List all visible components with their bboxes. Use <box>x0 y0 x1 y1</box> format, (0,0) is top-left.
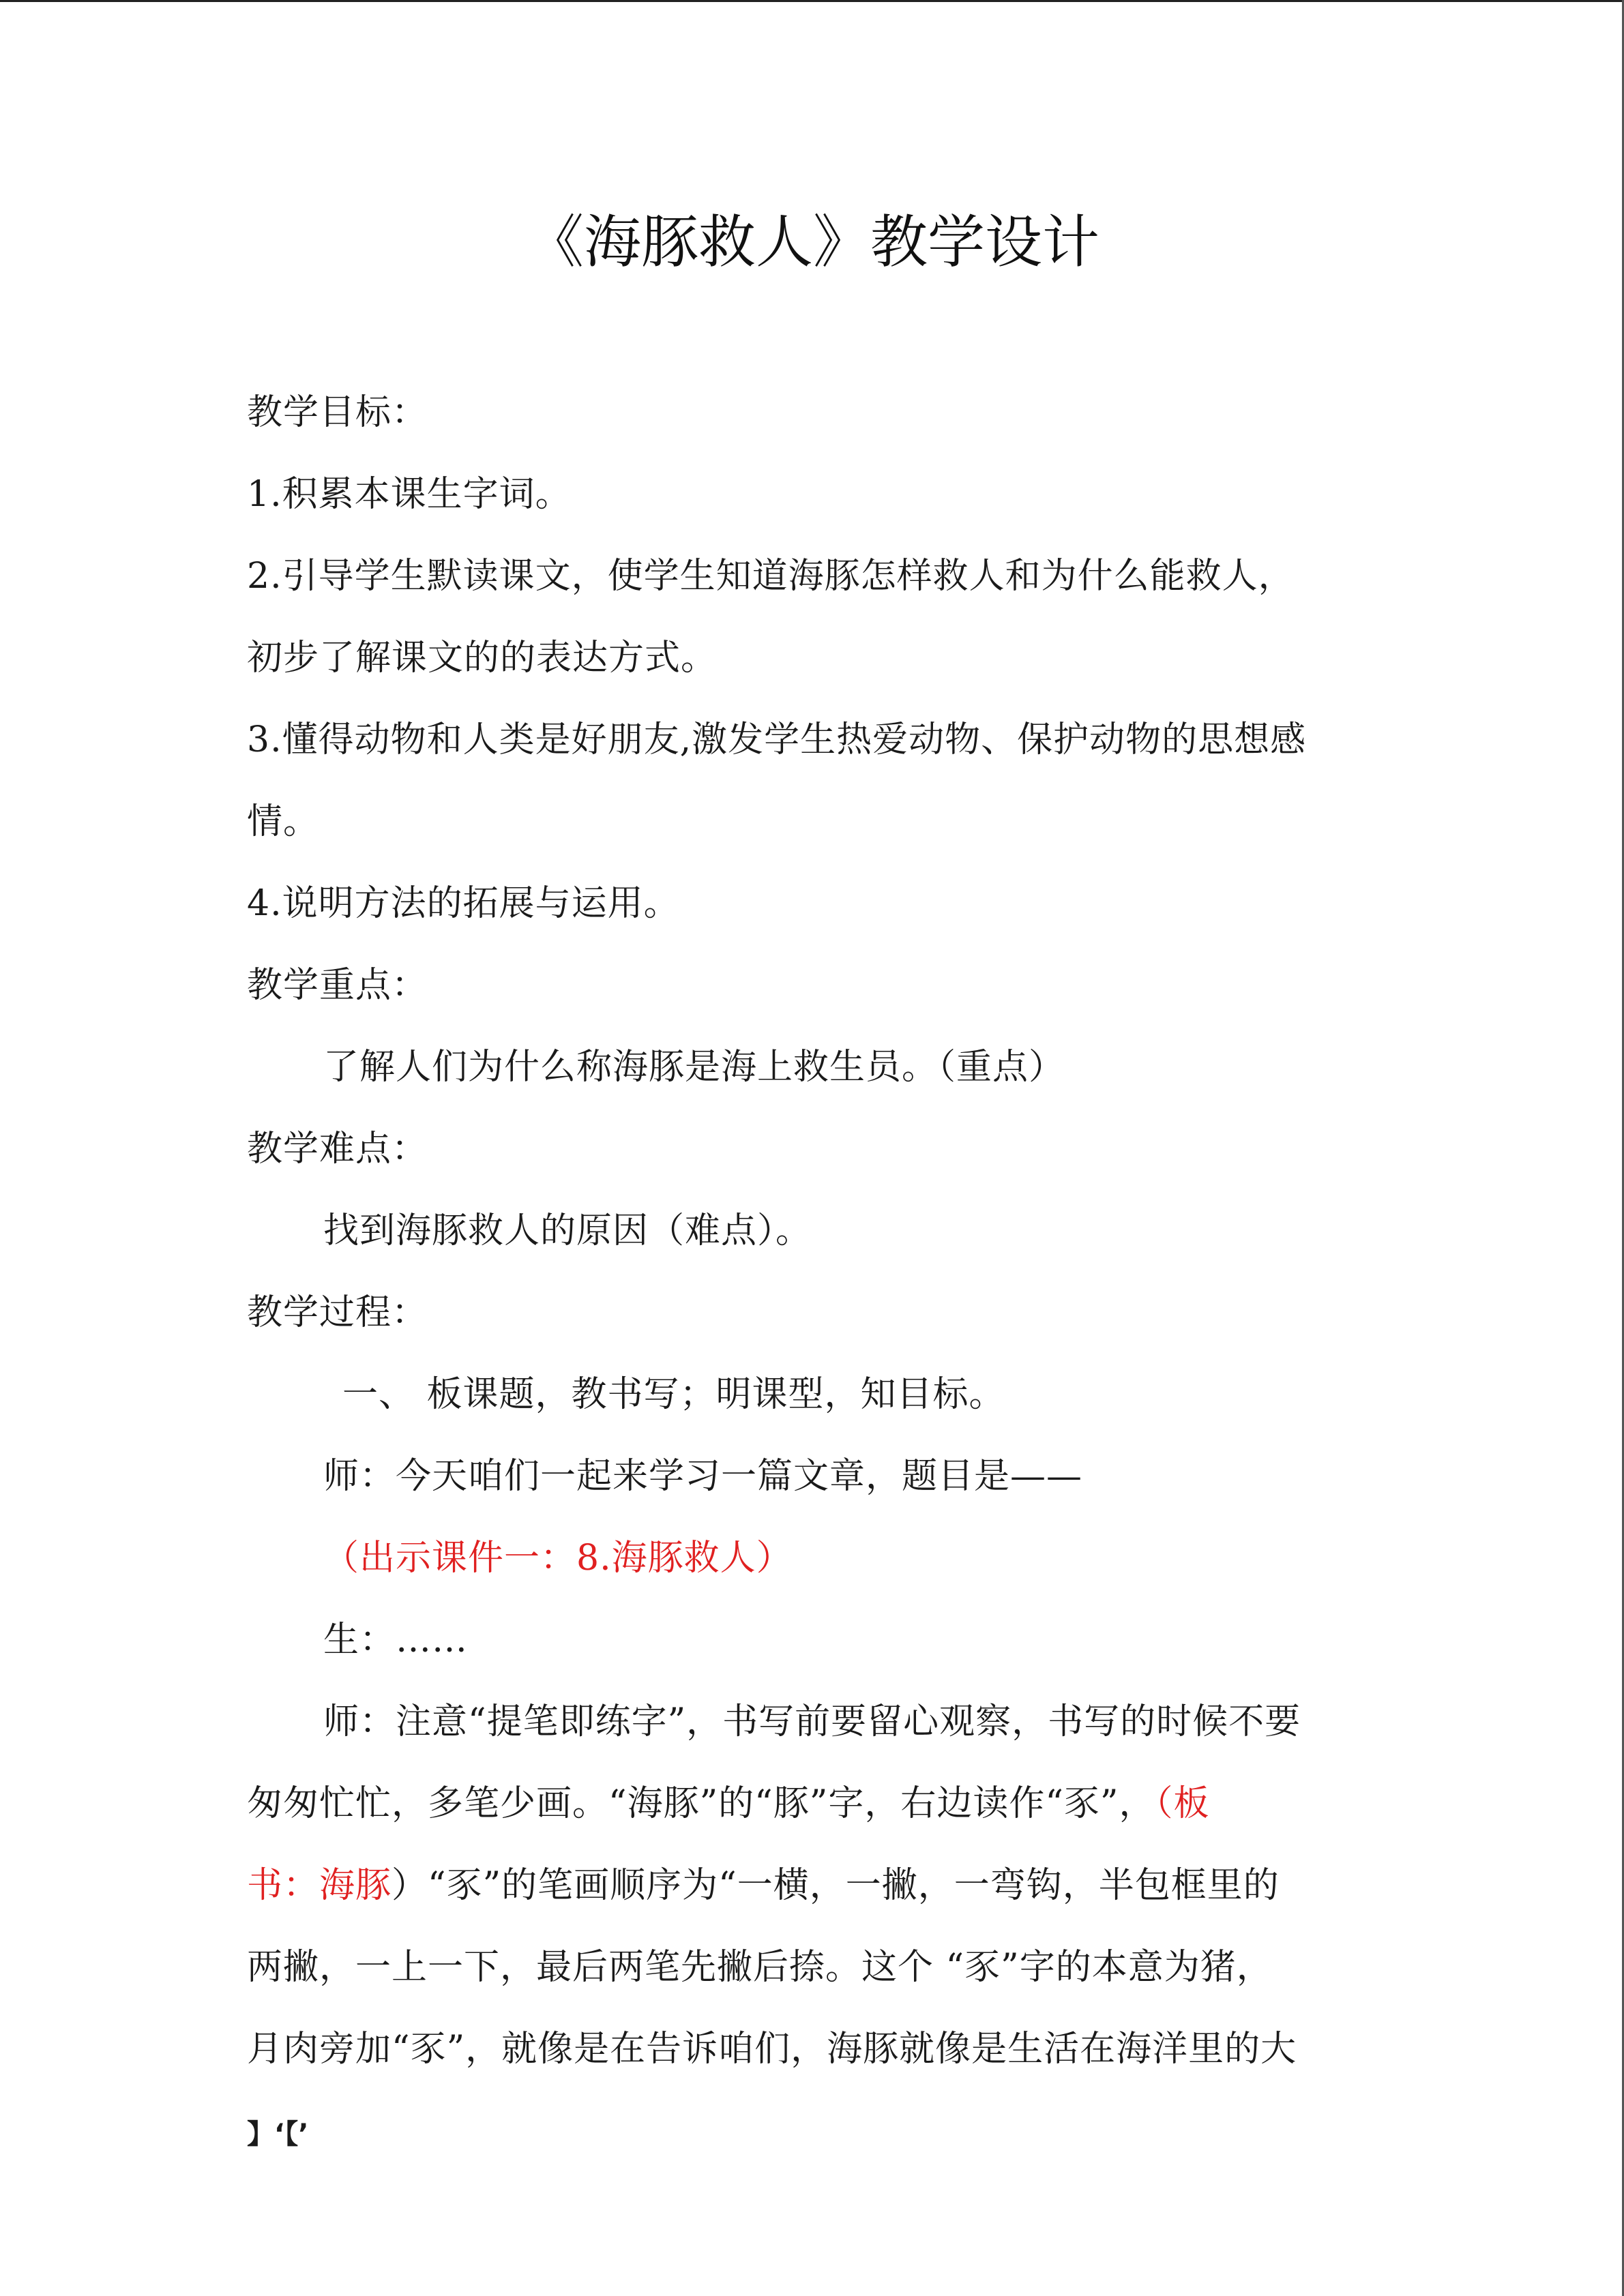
objective-3: 3.懂得动物和人类是好朋友,激发学生热爱动物、保护动物的思想感 <box>247 719 1307 760</box>
key-point-text: 了解人们为什么称海豚是海上救生员。（重点） <box>323 1047 1065 1088</box>
courseware-one-note: （出示课件一：8.海豚救人） <box>323 1538 793 1579</box>
objective-3-continued: 情。 <box>247 801 320 842</box>
student-reply-line: 生：…… <box>323 1620 469 1660</box>
paragraph-line-4: 两撇，一上一下，最后两笔先撇后捺。这个 “豕”字的本意为猪， <box>247 1947 1273 1988</box>
objective-2: 2.引导学生默读课文，使学生知道海豚怎样救人和为什么能救人， <box>247 556 1295 597</box>
blackboard-note-start: （板 <box>1155 1783 1210 1824</box>
blackboard-note-end: 书：海豚 <box>247 1865 392 1906</box>
process-heading: 教学过程： <box>247 1292 428 1333</box>
paragraph-line-3-text: ）“豕”的笔画顺序为“一横，一撇，一弯钩，半包框里的 <box>392 1865 1280 1906</box>
paragraph-line-3 <box>247 1858 1379 1913</box>
difficulty-point-text: 找到海豚救人的原因（难点）。 <box>323 1210 812 1251</box>
paragraph-line-5: 月肉旁加“豕”，就像是在告诉咱们，海豚就像是生活在海洋里的大 <box>247 2029 1297 2070</box>
objectives-heading: 教学目标： <box>247 392 428 433</box>
document-title: 《海豚救人》教学设计 <box>526 209 1099 275</box>
paragraph-line-1: 师：注意“提笔即练字”，书写前要留心观察，书写的时候不要 <box>323 1701 1301 1742</box>
step-one-heading: 一、 板课题，教书写；明课型，知目标。 <box>342 1374 1005 1415</box>
document-page <box>247 0 1379 2296</box>
objective-1: 1.积累本课生字词。 <box>247 474 572 515</box>
difficulty-heading: 教学难点： <box>247 1129 428 1169</box>
objective-4: 4.说明方法的拓展与运用。 <box>247 883 680 924</box>
footer-mark: 】‘【’ <box>247 2119 309 2150</box>
key-points-heading: 教学重点： <box>247 965 428 1006</box>
objective-2-continued: 初步了解课文的的表达方式。 <box>247 638 718 679</box>
teacher-intro-line: 师：今天咱们一起来学习一篇文章，题目是—— <box>323 1456 1083 1497</box>
paragraph-line-2 <box>247 1776 1379 1831</box>
paragraph-line-2-text: 匆匆忙忙，多笔少画。“海豚”的“豚”字，右边读作“豕”， <box>247 1783 1155 1824</box>
